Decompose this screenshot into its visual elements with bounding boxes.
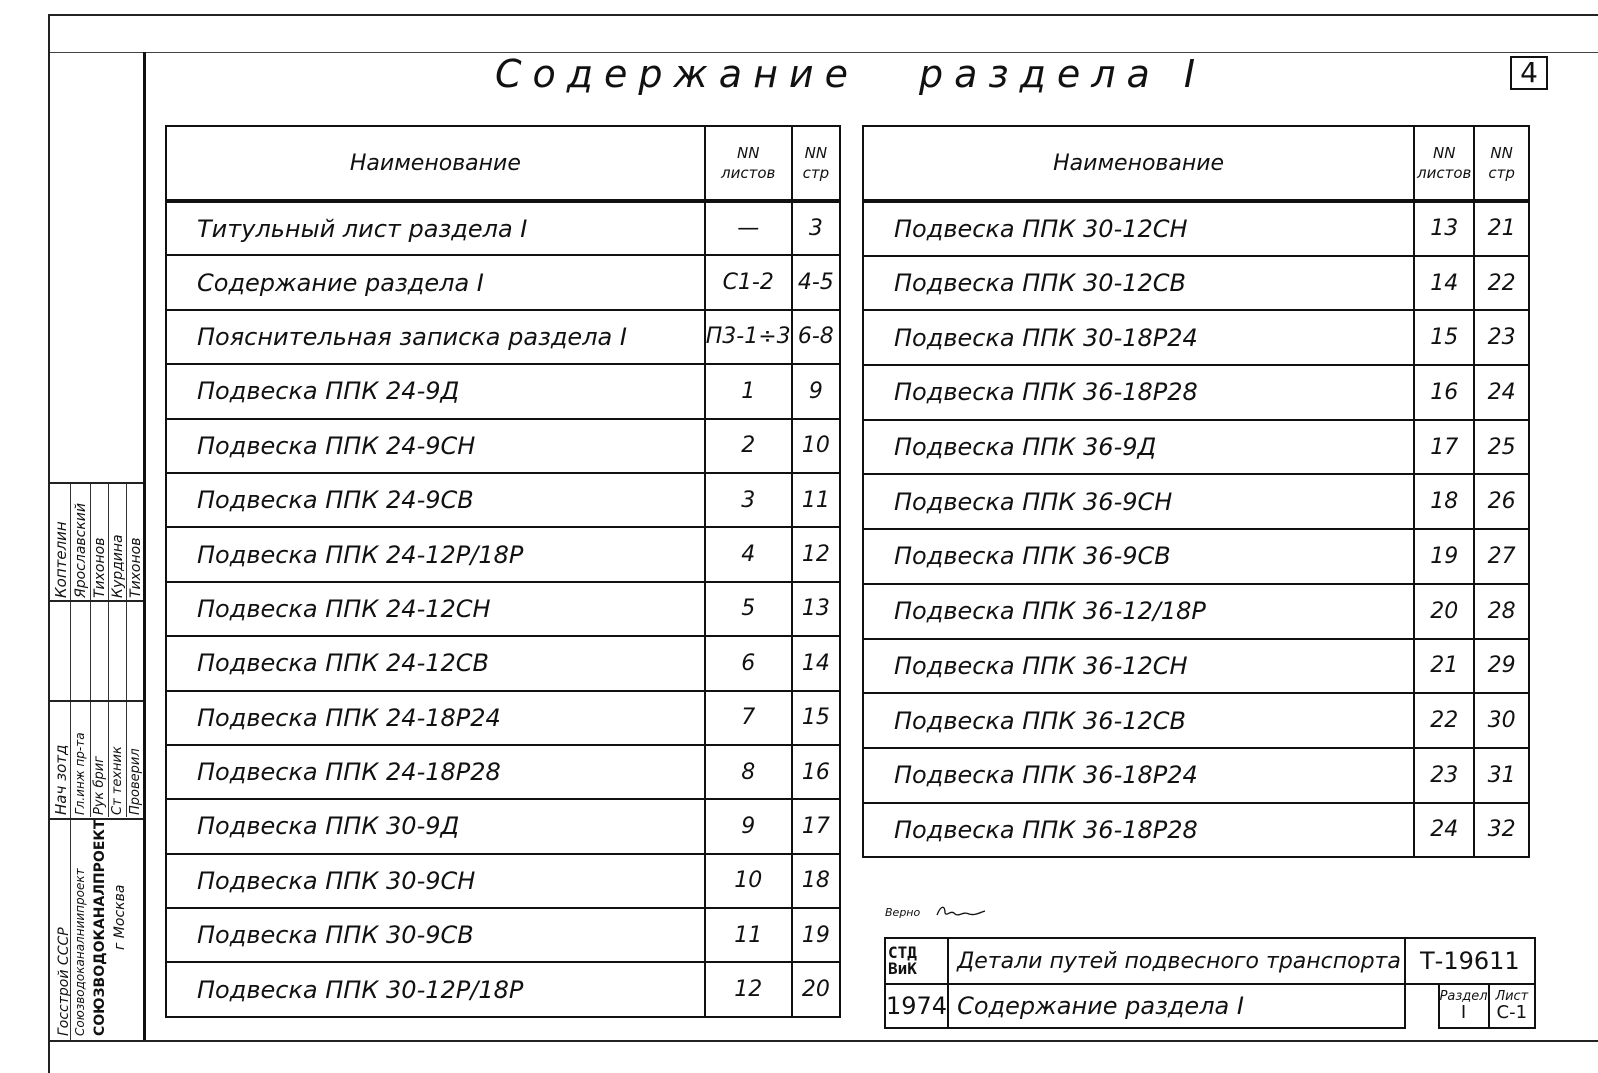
stamp-section-value: I (1460, 1002, 1467, 1023)
row-sheets: 8 (705, 745, 792, 799)
table-row (863, 748, 1529, 803)
side-role-2: Гл.инж пр-та (73, 732, 87, 815)
table-row (166, 908, 840, 962)
row-name: Содержание раздела I (166, 255, 705, 309)
side-name-2: Ярославский (73, 502, 89, 598)
stamp-code (885, 938, 948, 984)
row-sheets: 2 (705, 419, 792, 473)
row-pages: 10 (792, 419, 840, 473)
stamp-document-number: Т-19611 (1405, 938, 1535, 984)
row-name: Подвеска ППК 36-12/18Р (863, 584, 1414, 639)
row-name: Подвеска ППК 30-9Д (166, 799, 705, 853)
stamp-code-line2: ВиК (888, 959, 917, 978)
header-sheets (1414, 126, 1474, 201)
side-role-4: Ст техник (110, 746, 125, 815)
stamp-sheet-value: С-1 (1496, 1002, 1528, 1023)
row-name: Подвеска ППК 24-12Р/18Р (166, 527, 705, 581)
table-row (166, 473, 840, 527)
row-name: Подвеска ППК 36-12СВ (863, 693, 1414, 748)
row-name: Подвеска ППК 30-12СН (863, 201, 1414, 256)
row-sheets: 5 (705, 582, 792, 636)
row-sheets: 17 (1414, 420, 1474, 475)
row-sheets: 9 (705, 799, 792, 853)
row-name: Подвеска ППК 30-9СН (166, 854, 705, 908)
table-row (863, 639, 1529, 694)
row-pages: 16 (792, 745, 840, 799)
row-name: Подвеска ППК 30-12Р/18Р (166, 962, 705, 1016)
row-pages: 14 (792, 636, 840, 690)
row-pages: 25 (1474, 420, 1529, 475)
row-name: Подвеска ППК 36-9СН (863, 474, 1414, 529)
row-pages: 13 (792, 582, 840, 636)
row-sheets: 13 (1414, 201, 1474, 256)
stamp-sheet-label: Лист (1495, 989, 1529, 1004)
side-name-4: Курдина (110, 534, 126, 598)
header-sheets-line1: NN (736, 144, 760, 162)
row-sheets: 6 (705, 636, 792, 690)
stamp-spacer (1405, 984, 1439, 1028)
toc-header-row (863, 126, 1529, 201)
table-row (166, 201, 840, 255)
toc-header-row (166, 126, 840, 201)
row-pages: 6-8 (792, 310, 840, 364)
header-name: Наименование (166, 126, 705, 201)
row-sheets: 7 (705, 691, 792, 745)
title-part-1: Содержание (495, 52, 859, 96)
row-sheets: 18 (1414, 474, 1474, 529)
header-sheets-line2: листов (721, 164, 776, 182)
side-separator (48, 482, 143, 484)
row-name: Подвеска ППК 24-9СН (166, 419, 705, 473)
row-sheets: 20 (1414, 584, 1474, 639)
row-name: Подвеска ППК 30-18Р24 (863, 310, 1414, 365)
header-name: Наименование (863, 126, 1414, 201)
header-pages (792, 126, 840, 201)
row-sheets: П3-1÷3 (705, 310, 792, 364)
row-pages: 26 (1474, 474, 1529, 529)
table-row (166, 691, 840, 745)
stamp-subtitle: Содержание раздела I (948, 984, 1405, 1028)
row-sheets: 23 (1414, 748, 1474, 803)
row-pages: 22 (1474, 256, 1529, 311)
header-pages (1474, 126, 1529, 201)
row-sheets: 1 (705, 364, 792, 418)
table-row (863, 310, 1529, 365)
row-pages: 30 (1474, 693, 1529, 748)
header-sheets-line2: листов (1417, 164, 1472, 182)
row-name: Подвеска ППК 30-12СВ (863, 256, 1414, 311)
row-name: Подвеска ППК 36-18Р28 (863, 803, 1414, 858)
row-name: Подвеска ППК 24-12СВ (166, 636, 705, 690)
title-block (884, 937, 1536, 1029)
row-pages: 19 (792, 908, 840, 962)
table-row (166, 527, 840, 581)
side-role-3: Рук бриг (92, 755, 107, 815)
table-row (863, 529, 1529, 584)
header-sheets (705, 126, 792, 201)
row-pages: 28 (1474, 584, 1529, 639)
page-title (495, 52, 1206, 96)
row-sheets: 14 (1414, 256, 1474, 311)
table-row (863, 201, 1529, 256)
table-row (863, 803, 1529, 858)
header-pages-line1: NN (1490, 144, 1513, 162)
table-row (166, 255, 840, 309)
table-row (166, 636, 840, 690)
row-sheets: 22 (1414, 693, 1474, 748)
frame-top-border (48, 14, 1598, 16)
stamp-section-label: Раздел (1439, 989, 1488, 1004)
row-pages: 11 (792, 473, 840, 527)
title-part-2: раздела I (919, 52, 1207, 96)
table-row (166, 962, 840, 1016)
row-pages: 4-5 (792, 255, 840, 309)
side-name-1: Коптелин (52, 521, 70, 598)
row-name: Титульный лист раздела I (166, 201, 705, 255)
frame-bottom-border (48, 1040, 1598, 1042)
table-row (166, 799, 840, 853)
table-row (863, 693, 1529, 748)
stamp-section (1439, 984, 1489, 1028)
row-name: Пояснительная записка раздела I (166, 310, 705, 364)
row-name: Подвеска ППК 36-18Р28 (863, 365, 1414, 420)
stamp-year: 1974 (885, 984, 948, 1028)
row-name: Подвеска ППК 36-18Р24 (863, 748, 1414, 803)
table-row (166, 854, 840, 908)
row-pages: 20 (792, 962, 840, 1016)
row-sheets: 10 (705, 854, 792, 908)
stamp-sheet (1489, 984, 1535, 1028)
row-sheets: 24 (1414, 803, 1474, 858)
row-name: Подвеска ППК 36-9Д (863, 420, 1414, 475)
table-row (863, 584, 1529, 639)
side-name-3: Тихонов (92, 537, 108, 598)
row-sheets: 12 (705, 962, 792, 1016)
stamp-code-line1: СТД (888, 943, 917, 962)
toc-table-left (165, 125, 841, 1018)
side-separator (48, 700, 143, 702)
row-name: Подвеска ППК 36-9СВ (863, 529, 1414, 584)
header-pages-line1: NN (804, 144, 828, 162)
row-pages: 24 (1474, 365, 1529, 420)
side-org-4: г Москва (112, 884, 128, 950)
side-divider (126, 482, 127, 817)
table-row (863, 420, 1529, 475)
table-row (166, 582, 840, 636)
row-pages: 32 (1474, 803, 1529, 858)
table-row (166, 310, 840, 364)
side-divider (108, 482, 109, 817)
verno-label: Верно (885, 906, 921, 919)
row-pages: 18 (792, 854, 840, 908)
row-pages: 15 (792, 691, 840, 745)
row-name: Подвеска ППК 24-18Р28 (166, 745, 705, 799)
toc-table-right (862, 125, 1530, 858)
side-separator (48, 600, 143, 602)
row-pages: 21 (1474, 201, 1529, 256)
header-pages-line2: стр (802, 164, 830, 182)
row-pages: 12 (792, 527, 840, 581)
header-sheets-line1: NN (1432, 144, 1456, 162)
row-pages: 3 (792, 201, 840, 255)
side-org-3: СОЮЗВОДОКАНАЛПРОЕКТ (92, 819, 108, 1036)
row-sheets: 16 (1414, 365, 1474, 420)
side-divider (90, 482, 91, 817)
table-row (166, 745, 840, 799)
row-name: Подвеска ППК 36-12СН (863, 639, 1414, 694)
signature-icon (935, 903, 987, 921)
row-sheets: 19 (1414, 529, 1474, 584)
row-sheets: 15 (1414, 310, 1474, 365)
table-row (863, 474, 1529, 529)
row-sheets: 3 (705, 473, 792, 527)
row-name: Подвеска ППК 24-9Д (166, 364, 705, 418)
row-name: Подвеска ППК 30-9СВ (166, 908, 705, 962)
header-pages-line2: стр (1488, 164, 1515, 182)
row-pages: 23 (1474, 310, 1529, 365)
side-org-2: Союзводоканалниипроект (73, 868, 87, 1036)
row-name: Подвеска ППК 24-9СВ (166, 473, 705, 527)
side-role-1: Нач зотд (52, 744, 70, 815)
table-row (166, 419, 840, 473)
table-row (166, 364, 840, 418)
row-pages: 9 (792, 364, 840, 418)
table-row (863, 256, 1529, 311)
row-pages: 29 (1474, 639, 1529, 694)
row-pages: 27 (1474, 529, 1529, 584)
table-row (863, 365, 1529, 420)
row-pages: 31 (1474, 748, 1529, 803)
side-org-1: Госстрой СССР (56, 927, 72, 1036)
row-sheets: 4 (705, 527, 792, 581)
side-role-5: Проверил (128, 748, 143, 815)
row-pages: 17 (792, 799, 840, 853)
stamp-description: Детали путей подвесного транспорта (948, 938, 1405, 984)
page-number-box: 4 (1510, 56, 1548, 90)
side-name-5: Тихонов (128, 537, 144, 598)
row-name: Подвеска ППК 24-12СН (166, 582, 705, 636)
row-sheets: — (705, 201, 792, 255)
row-sheets: 11 (705, 908, 792, 962)
row-name: Подвеска ППК 24-18Р24 (166, 691, 705, 745)
row-sheets: C1-2 (705, 255, 792, 309)
row-sheets: 21 (1414, 639, 1474, 694)
